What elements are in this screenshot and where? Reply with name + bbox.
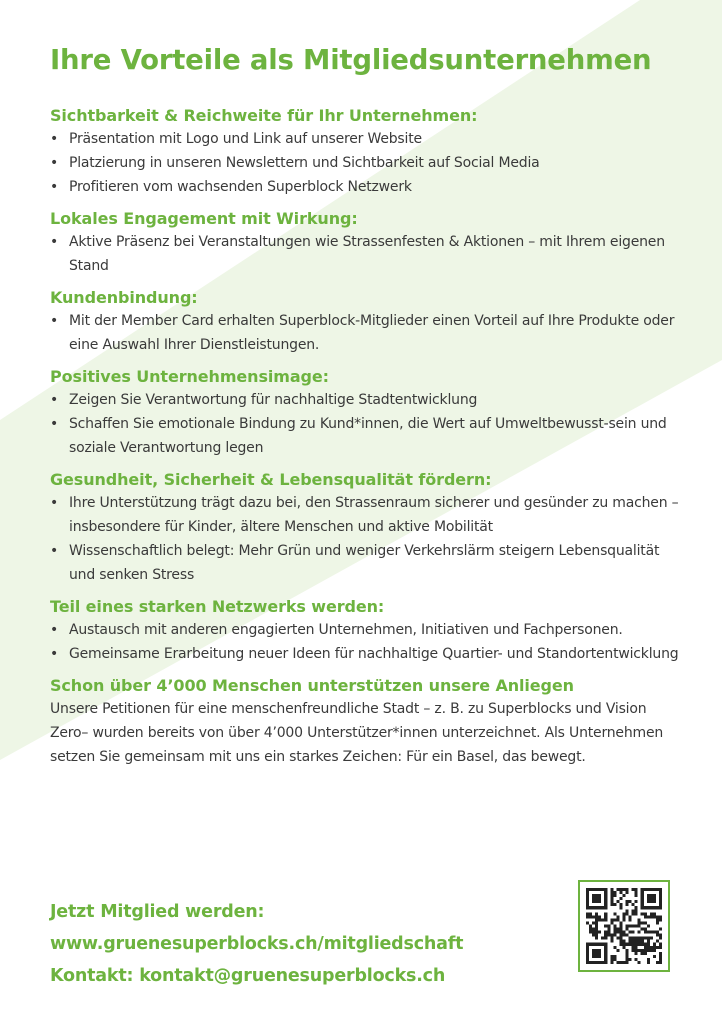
list-item: • Aktive Präsenz bei Veranstaltungen wie Strassenfesten & Aktionen – mit Ihrem eigenen Stand	[50, 230, 680, 278]
list-item: • Gemeinsame Erarbeitung neuer Ideen für nachhaltige Quartier- und Standortentwicklung	[50, 642, 680, 666]
cta-heading: Jetzt Mitglied werden:	[50, 902, 265, 922]
bullet-list	[50, 491, 680, 587]
bullet-list	[50, 127, 680, 199]
bullet-icon: •	[50, 131, 59, 147]
qr-code-icon	[578, 880, 670, 972]
list-item: • Wissenschaftlich belegt: Mehr Grün und weniger Verkehrslärm steigern Lebensqualität und senken Stress	[50, 539, 680, 587]
bullet-list	[50, 388, 680, 460]
section-engagement	[50, 209, 680, 278]
list-item: • Ihre Unterstützung trägt dazu bei, den Strassenraum sicherer und gesünder zu machen – insbesondere für Kinder, ältere Menschen und aktive Mobilität	[50, 491, 680, 539]
list-item: • Profitieren vom wachsenden Superblock Netzwerk	[50, 175, 680, 199]
list-item: • Platzierung in unseren Newslettern und Sichtbarkeit auf Social Media	[50, 151, 680, 175]
contact-email[interactable]: Kontakt: kontakt@gruenesuperblocks.ch	[50, 966, 446, 986]
bullet-list	[50, 618, 680, 666]
support-text: Unsere Petitionen für eine menschenfreundliche Stadt – z. B. zu Superblocks und Vision Zero– wurden bereits von über 4’000 Unterstützer*innen unterzeichnet. Als Unternehmen setzen Sie gemeinsam mit uns ein starkes Zeichen: Für ein Basel, das bewegt.	[50, 701, 664, 765]
bullet-icon: •	[50, 234, 59, 250]
list-item: • Schaffen Sie emotionale Bindung zu Kund*innen, die Wert auf Umweltbewusst-sein und soziale Verantwortung legen	[50, 412, 680, 460]
section-heading: Lokales Engagement mit Wirkung:	[50, 209, 358, 228]
section-heading: Teil eines starken Netzwerks werden:	[50, 597, 385, 616]
list-item: • Mit der Member Card erhalten Superblock-Mitglieder einen Vorteil auf Ihre Produkte oder eine Auswahl Ihrer Dienstleistungen.	[50, 309, 680, 357]
section-support	[50, 676, 680, 769]
membership-link[interactable]: www.gruenesuperblocks.ch/mitgliedschaft	[50, 934, 464, 954]
section-visibility	[50, 106, 680, 199]
call-to-action	[50, 896, 463, 992]
bullet-icon: •	[50, 392, 59, 408]
section-heading: Sichtbarkeit & Reichweite für Ihr Unternehmen:	[50, 106, 478, 125]
section-heading: Kundenbindung:	[50, 288, 198, 307]
page-title: Ihre Vorteile als Mitgliedsunternehmen	[50, 44, 652, 76]
bullet-icon: •	[50, 495, 59, 511]
section-heading: Positives Unternehmensimage:	[50, 367, 329, 386]
bullet-list	[50, 309, 680, 357]
qr-code-graphic	[586, 888, 662, 964]
section-network	[50, 597, 680, 666]
bullet-list	[50, 230, 680, 278]
bullet-icon: •	[50, 416, 59, 432]
section-image	[50, 367, 680, 460]
bullet-icon: •	[50, 543, 59, 559]
list-item: • Austausch mit anderen engagierten Unternehmen, Initiativen und Fachpersonen.	[50, 618, 680, 642]
bullet-icon: •	[50, 313, 59, 329]
list-item: • Präsentation mit Logo und Link auf unserer Website	[50, 127, 680, 151]
bullet-icon: •	[50, 155, 59, 171]
bullet-icon: •	[50, 179, 59, 195]
section-customer-loyalty	[50, 288, 680, 357]
bullet-icon: •	[50, 622, 59, 638]
bullet-icon: •	[50, 646, 59, 662]
section-health	[50, 470, 680, 587]
section-heading: Gesundheit, Sicherheit & Lebensqualität fördern:	[50, 470, 492, 489]
content	[50, 44, 680, 779]
section-heading: Schon über 4’000 Menschen unterstützen unsere Anliegen	[50, 676, 574, 695]
list-item: • Zeigen Sie Verantwortung für nachhaltige Stadtentwicklung	[50, 388, 680, 412]
